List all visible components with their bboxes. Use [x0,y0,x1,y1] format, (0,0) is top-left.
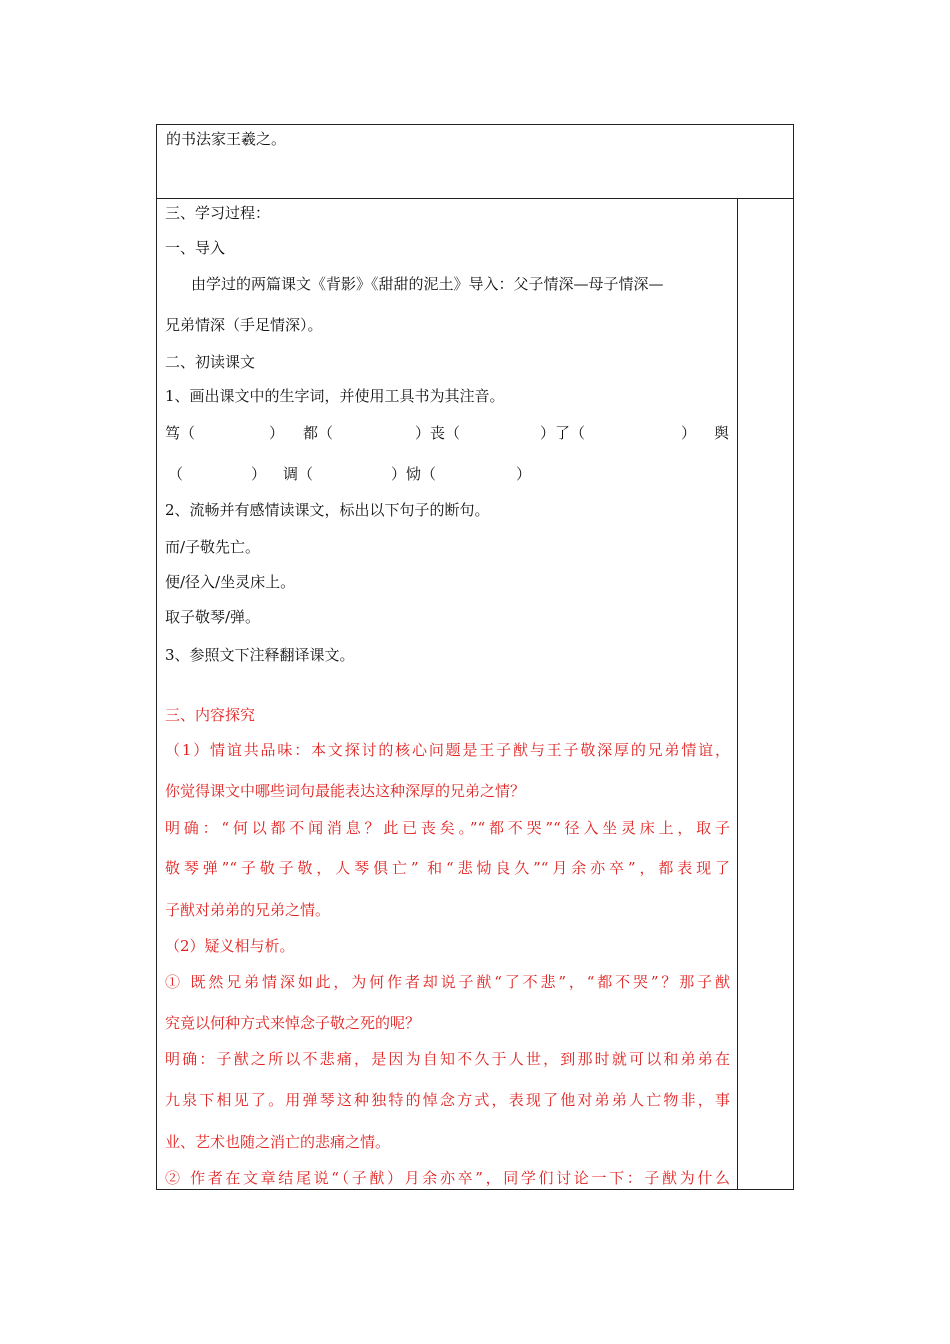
sentence-break-3: 取子敬琴/弹。 [165,608,261,626]
pinyin-open: （ [168,465,184,483]
question2-title: （2）疑义相与析。 [165,937,295,955]
explore-title: 三、内容探究 [165,706,256,724]
pinyin-close: ） [516,465,532,483]
pinyin-word-sang: ）丧（ [415,424,461,442]
section1-title: 一、导入 [165,239,226,257]
pinyin-close: ） [681,424,697,442]
pinyin-word-yu: 舆 [714,424,730,442]
answer2-line2: 九泉下相见了。用弹琴这种独特的悼念方式，表现了他对弟弟人亡物非，事 [165,1091,730,1109]
answer1-line2: 敬琴弹”“子敬子敬，人琴俱亡” 和“悲恸良久”“月余亦卒”，都表现了 [165,859,730,877]
question1-line2: 你觉得课文中哪些词句最能表达这种深厚的兄弟之情？ [165,782,526,800]
section2-item1: 1、画出课文中的生字词，并使用工具书为其注音。 [165,387,505,405]
answer2-line1: 明确：子猷之所以不悲痛，是因为自知不久于人世，到那时就可以和弟弟在 [165,1050,730,1068]
sentence-break-1: 而/子敬先亡。 [165,538,261,556]
column-divider [737,199,738,1189]
intro-text: 的书法家王羲之。 [166,130,287,148]
section2-item2: 2、流畅并有感情读课文，标出以下句子的断句。 [165,501,490,519]
pinyin-word-dou: 都（ [303,424,334,442]
question2a-line1: ① 既然兄弟情深如此，为何作者却说子猷“了不悲”，“都不哭”？那子猷 [165,973,730,991]
section1-paragraph-line2: 兄弟情深（手足情深）。 [165,316,323,334]
pinyin-word-liao: ）了（ [540,424,586,442]
answer1-line3: 子猷对弟弟的兄弟之情。 [165,901,331,919]
section1-paragraph-line1: 由学过的两篇课文《背影》《甜甜的泥土》导入：父子情深—母子情深— [191,275,664,293]
pinyin-close: ） [269,424,285,442]
section2-item3: 3、参照文下注释翻译课文。 [165,646,355,664]
pinyin-word-du3: 笃（ [165,424,196,442]
pinyin-word-tiao: 调（ [283,465,314,483]
question1-line1: （1）情谊共品味：本文探讨的核心问题是王子猷与王子敬深厚的兄弟情谊， [165,741,730,759]
answer2-line3: 业、艺术也随之消亡的悲痛之情。 [165,1133,391,1151]
answer1-line1: 明确：“何以都不闻消息？此已丧矣。”“都不哭”“径入坐灵床上，取子 [165,819,730,837]
pinyin-close: ） [251,465,267,483]
pinyin-word-tong: ）恸（ [391,465,437,483]
section2-title: 二、初读课文 [165,353,256,371]
question2b-line1: ② 作者在文章结尾说“（子猷）月余亦卒”，同学们讨论一下：子猷为什么 [165,1169,730,1187]
process-heading: 三、学习过程： [165,204,271,222]
table-row-intro [157,125,793,199]
sentence-break-2: 便/径入/坐灵床上。 [165,573,296,591]
question2a-line2: 究竟以何种方式来悼念子敬之死的呢？ [165,1014,421,1032]
